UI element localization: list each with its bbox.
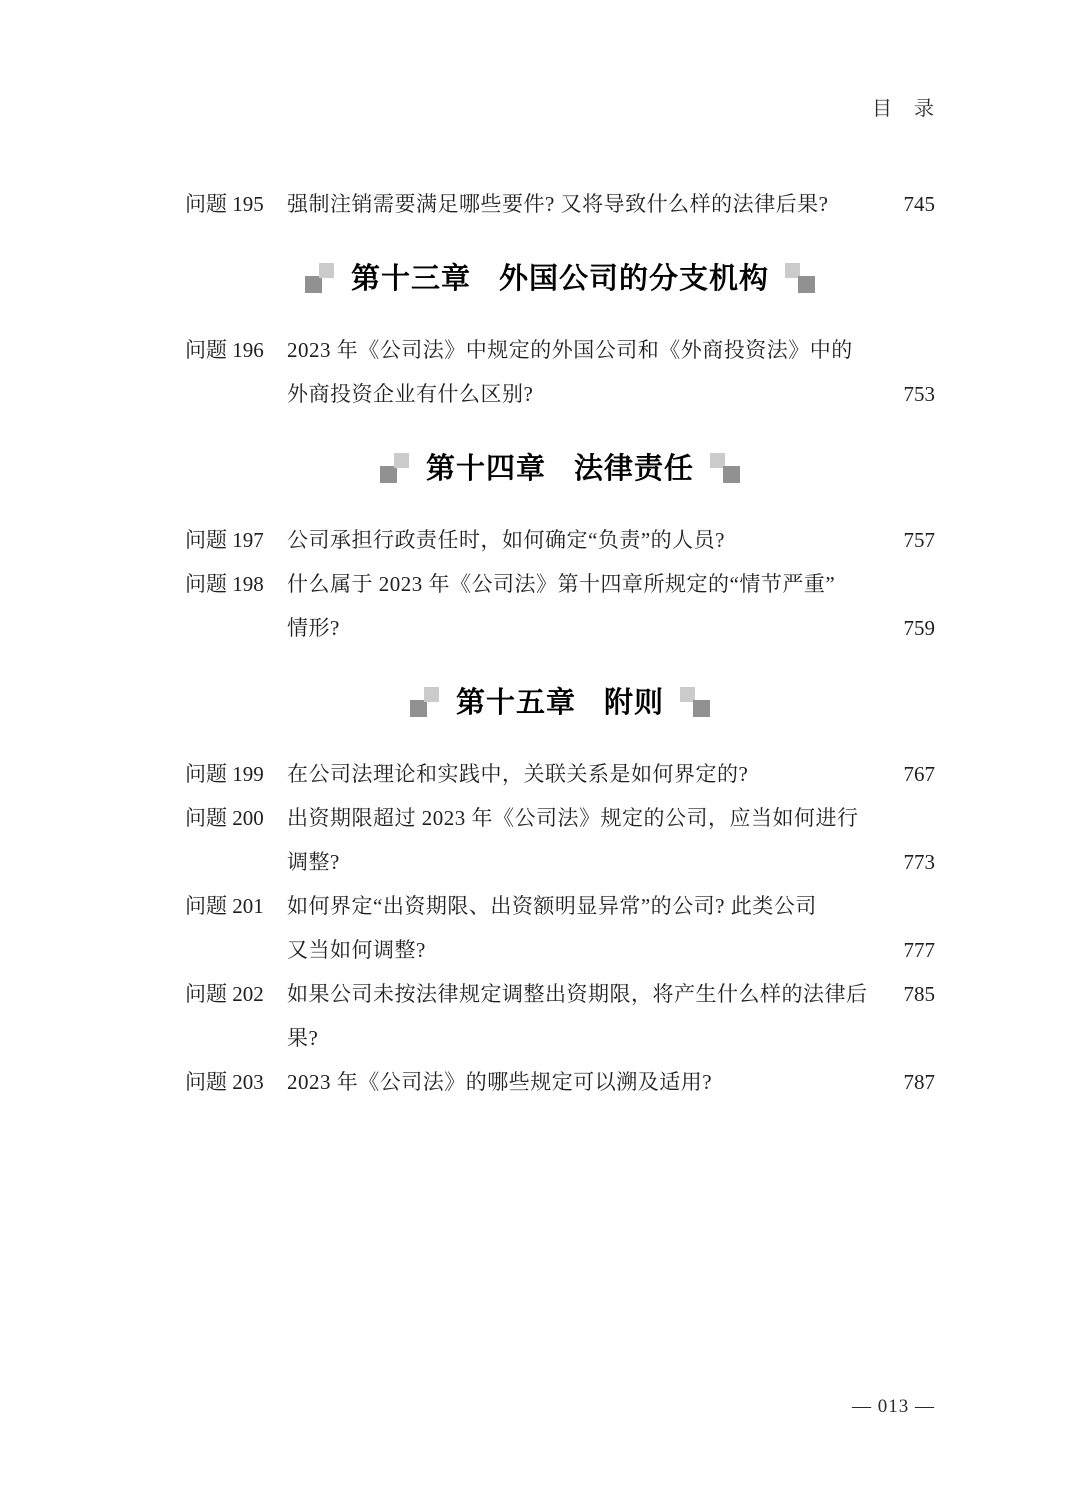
toc-entry bbox=[185, 796, 935, 884]
toc-entry-number bbox=[185, 606, 287, 650]
toc-entry-text: 出资期限超过 2023 年《公司法》规定的公司，应当如何进行 bbox=[287, 806, 859, 830]
chapter-decoration-left-icon bbox=[410, 687, 440, 718]
decoration-square-dark bbox=[305, 276, 322, 293]
toc-entry-number: 问题 196 bbox=[185, 338, 264, 362]
toc-entry-page: 777 bbox=[903, 938, 935, 962]
toc-entry-line bbox=[185, 928, 935, 972]
toc-entry-line bbox=[185, 840, 935, 884]
toc-entry-text: 2023 年《公司法》中规定的外国公司和《外商投资法》中的 bbox=[287, 338, 853, 362]
chapter-decoration-left-icon bbox=[305, 263, 335, 294]
toc-entry-text: 外商投资企业有什么区别? bbox=[287, 382, 534, 406]
chapter-number: 第十四章 bbox=[425, 452, 546, 485]
decoration-square-dark bbox=[410, 700, 427, 717]
toc-entry-line bbox=[185, 372, 935, 416]
toc-entry-number bbox=[185, 840, 287, 884]
toc-entry-line bbox=[185, 518, 935, 562]
toc-entry-number: 问题 199 bbox=[185, 762, 264, 786]
toc-entry-page: 753 bbox=[903, 382, 935, 406]
toc-entry-text: 如何界定“出资期限、出资额明显异常”的公司? 此类公司 bbox=[287, 894, 817, 918]
page-header-title: 目 录 bbox=[872, 98, 935, 120]
toc-entry-text: 2023 年《公司法》的哪些规定可以溯及适用? bbox=[287, 1070, 713, 1094]
decoration-square-dark bbox=[723, 466, 740, 483]
chapter-title bbox=[456, 680, 664, 721]
toc-entry bbox=[185, 752, 935, 796]
chapter-title bbox=[426, 446, 694, 487]
toc-entry-line bbox=[185, 972, 935, 1060]
toc-entry-number: 问题 200 bbox=[185, 806, 264, 830]
chapter-heading bbox=[185, 437, 935, 495]
toc-entry-line bbox=[185, 752, 935, 796]
toc-entry-text: 调整? bbox=[287, 850, 340, 874]
toc-entry bbox=[185, 972, 935, 1060]
toc-entry-page: 757 bbox=[903, 528, 935, 552]
toc-entry-text: 什么属于 2023 年《公司法》第十四章所规定的“情节严重” bbox=[287, 572, 836, 596]
toc-entry-number bbox=[185, 928, 287, 972]
decoration-square-light bbox=[319, 263, 334, 278]
toc-entry-number: 问题 198 bbox=[185, 572, 264, 596]
toc-entry-line bbox=[185, 884, 935, 928]
toc-entry bbox=[185, 182, 935, 226]
toc-entry-text: 如果公司未按法律规定调整出资期限，将产生什么样的法律后果? bbox=[287, 982, 868, 1050]
toc-entry-line bbox=[185, 1060, 935, 1104]
toc-entry-number: 问题 197 bbox=[185, 528, 264, 552]
page-number-footer: — 013 — bbox=[852, 1396, 935, 1417]
toc-entry-text: 公司承担行政责任时，如何确定“负责”的人员? bbox=[287, 528, 725, 552]
toc-entry-page: 773 bbox=[903, 850, 935, 874]
decoration-square-dark bbox=[798, 276, 815, 293]
toc-entry-number bbox=[185, 372, 287, 416]
toc-list bbox=[185, 182, 935, 1104]
decoration-square-dark bbox=[380, 466, 397, 483]
chapter-decoration-right-icon bbox=[785, 263, 815, 294]
toc-entry bbox=[185, 518, 935, 562]
chapter-heading bbox=[185, 247, 935, 305]
chapter-title bbox=[351, 256, 769, 297]
toc-entry-number: 问题 203 bbox=[185, 1070, 264, 1094]
decoration-square-light bbox=[394, 453, 409, 468]
toc-entry bbox=[185, 328, 935, 416]
toc-entry-page: 767 bbox=[903, 762, 935, 786]
toc-entry bbox=[185, 884, 935, 972]
chapter-number: 第十五章 bbox=[455, 686, 576, 719]
toc-entry bbox=[185, 1060, 935, 1104]
toc-entry-page: 745 bbox=[903, 192, 935, 216]
chapter-heading bbox=[185, 671, 935, 729]
toc-entry-line bbox=[185, 562, 935, 606]
chapter-decoration-right-icon bbox=[680, 687, 710, 718]
toc-entry bbox=[185, 562, 935, 650]
toc-entry-line bbox=[185, 796, 935, 840]
toc-entry-page: 785 bbox=[903, 982, 935, 1006]
decoration-square-dark bbox=[693, 700, 710, 717]
chapter-number: 第十三章 bbox=[350, 262, 471, 295]
toc-entry-number: 问题 201 bbox=[185, 894, 264, 918]
toc-entry-number: 问题 195 bbox=[185, 192, 264, 216]
toc-entry-line bbox=[185, 328, 935, 372]
chapter-decoration-right-icon bbox=[710, 453, 740, 484]
chapter-decoration-left-icon bbox=[380, 453, 410, 484]
chapter-name: 附则 bbox=[604, 686, 665, 719]
toc-entry-page: 759 bbox=[903, 616, 935, 640]
chapter-name: 法律责任 bbox=[574, 452, 695, 485]
toc-entry-text: 情形? bbox=[287, 616, 340, 640]
toc-entry-line bbox=[185, 182, 935, 226]
chapter-name: 外国公司的分支机构 bbox=[499, 262, 770, 295]
toc-entry-text: 在公司法理论和实践中，关联关系是如何界定的? bbox=[287, 762, 749, 786]
decoration-square-light bbox=[424, 687, 439, 702]
toc-entry-line bbox=[185, 606, 935, 650]
toc-entry-text: 强制注销需要满足哪些要件? 又将导致什么样的法律后果? bbox=[287, 192, 829, 216]
toc-entry-number: 问题 202 bbox=[185, 982, 264, 1006]
toc-entry-text: 又当如何调整? bbox=[287, 938, 426, 962]
toc-entry-page: 787 bbox=[903, 1070, 935, 1094]
